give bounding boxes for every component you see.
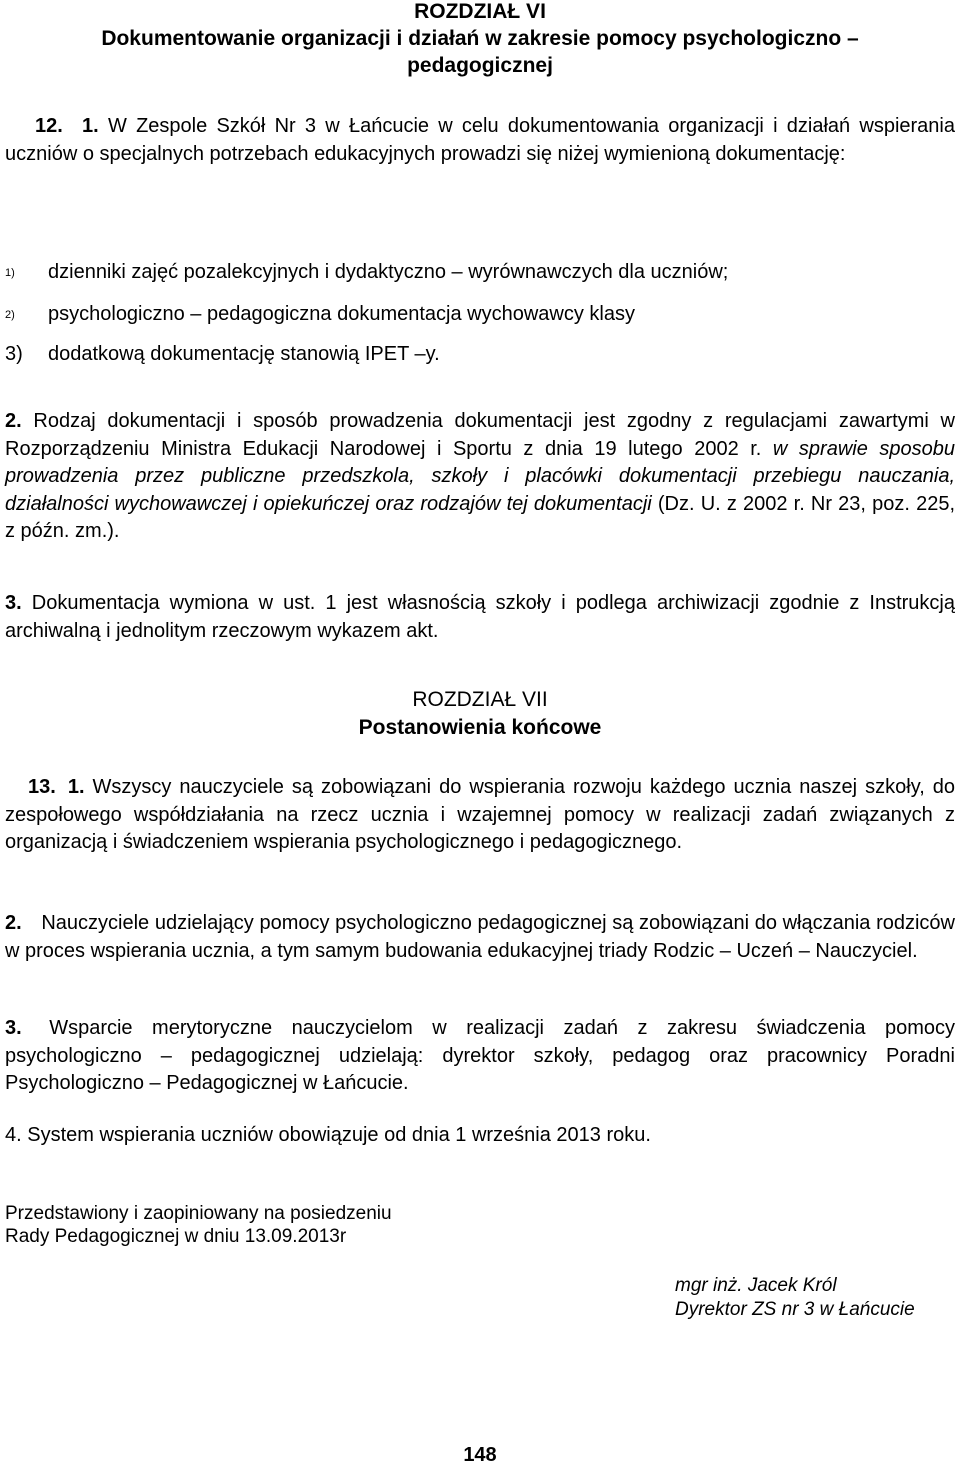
section-13-sub4-number: 4.: [5, 1124, 22, 1146]
section-13-paragraph-2: [5, 910, 955, 965]
list-item-2-number: 2): [5, 308, 15, 321]
section-12-sub2-number: 2.: [5, 410, 22, 432]
section-13-sub4-text: System wspierania uczniów obowiązuje od dnia 1 września 2013 roku.: [27, 1124, 651, 1146]
list-item-2-text: psychologiczno – pedagogiczna dokumentacja wychowawcy klasy: [48, 303, 635, 325]
section-13-sub2-number: 2.: [5, 912, 22, 934]
list-item-1-number: 1): [5, 266, 15, 279]
section-13-sub3-number: 3.: [5, 1017, 22, 1039]
section-12-sub2-text: Rodzaj dokumentacji i sposób prowadzenia dokumentacji jest zgodny z regulacjami zawartymi w Rozporządzeniu Ministra Edukacji Narodowej i Sportu z dnia 19 lutego 2002 r.: [5, 410, 955, 460]
chapter-6-heading: [5, 0, 955, 79]
page-number: 148: [463, 1444, 497, 1466]
chapter-7-heading: [5, 686, 955, 742]
section-13-paragraph-1: [5, 774, 955, 857]
section-12-paragraph-2: [5, 408, 955, 546]
section-12-sub2-tail: (Dz. U. z 2002 r. Nr 23, poz. 225, z późn. zm.).: [5, 492, 956, 542]
list-item-3-text: dodatkową dokumentację stanowią IPET –y.: [48, 343, 440, 365]
section-12-sub3-number: 3.: [5, 592, 22, 614]
chapter-7-subtitle: Postanowienia końcowe: [358, 716, 602, 739]
chapter-6-subtitle-line1: Dokumentowanie organizacji i działań w zakresie pomocy psychologiczno –: [101, 27, 859, 50]
list-item-3-number: 3): [5, 343, 23, 365]
section-13-paragraph-3: [5, 1015, 955, 1098]
section-13-sub1-number: 1.: [67, 776, 85, 798]
list-item-2: [5, 302, 635, 327]
chapter-7-title: ROZDZIAŁ VII: [412, 688, 548, 711]
signature-block: [675, 1274, 915, 1322]
approval-note-line1: Przedstawiony i zaopiniowany na posiedzeniu: [5, 1203, 392, 1224]
section-13-sub1-text: Wszyscy nauczyciele są zobowiązani do wspierania rozwoju każdego ucznia naszej szkoły, do zespołowego współdziałania na rzecz ucznia i wzajemnej pomocy w realizacji zadań związanych z organizacją i świadczeniem wspierania psychologicznego i pedagogicznego.: [5, 776, 956, 853]
list-item-3: [5, 342, 440, 366]
list-item-1-text: dzienniki zajęć pozalekcyjnych i dydaktyczno – wyrównawczych dla uczniów;: [48, 261, 729, 283]
chapter-6-subtitle-line2: pedagogicznej: [407, 54, 553, 77]
section-13-sub3-text: Wsparcie merytoryczne nauczycielom w realizacji zadań z zakresu świadczenia pomocy psychologiczno – pedagogicznej udzielają: dyrektor szkoły, pedagog oraz pracownicy Poradni Psychologiczno – Pedagogicznej w Łańcucie.: [5, 1017, 956, 1094]
signature-name: mgr inż. Jacek Król: [675, 1275, 837, 1296]
section-12-sub2-italic: w sprawie sposobu prowadzenia przez publiczne przedszkola, szkoły i placówki dokumentacji przebiegu nauczania, działalności wychowawczej i opiekuńczej oraz rodzajów tej dokumentacji: [5, 437, 956, 515]
approval-note-line2: Rady Pedagogicznej w dniu 13.09.2013r: [5, 1226, 347, 1247]
chapter-6-title: ROZDZIAŁ VI: [414, 0, 546, 23]
section-13-number: 13.: [28, 776, 56, 798]
list-item-1: [5, 260, 728, 285]
section-12-sub1-text: W Zespole Szkół Nr 3 w Łańcucie w celu dokumentowania organizacji i działań wspierania uczniów o specjalnych potrzebach edukacyjnych prowadzi się niżej wymienioną dokumentację:: [5, 115, 955, 165]
signature-role: Dyrektor ZS nr 3 w Łańcucie: [675, 1299, 915, 1320]
approval-note: [5, 1202, 392, 1248]
section-12-paragraph-3: [5, 590, 955, 645]
section-12-paragraph-1: [5, 113, 955, 168]
section-13-paragraph-4: [5, 1122, 955, 1150]
section-12-sub3-text: Dokumentacja wymiona w ust. 1 jest własnością szkoły i podlega archiwizacji zgodnie z Instrukcją archiwalną i jednolitym rzeczowym wykazem akt.: [5, 592, 956, 642]
section-13-sub2-text: Nauczyciele udzielający pomocy psychologiczno pedagogicznej są zobowiązani do włączania rodziców w proces wspierania ucznia, a tym samym budowania edukacyjnej triady Rodzic – Uczeń – Nauczyciel.: [5, 912, 955, 962]
section-12-number: 12.: [35, 115, 63, 137]
section-12-sub1-number: 1.: [82, 115, 99, 137]
